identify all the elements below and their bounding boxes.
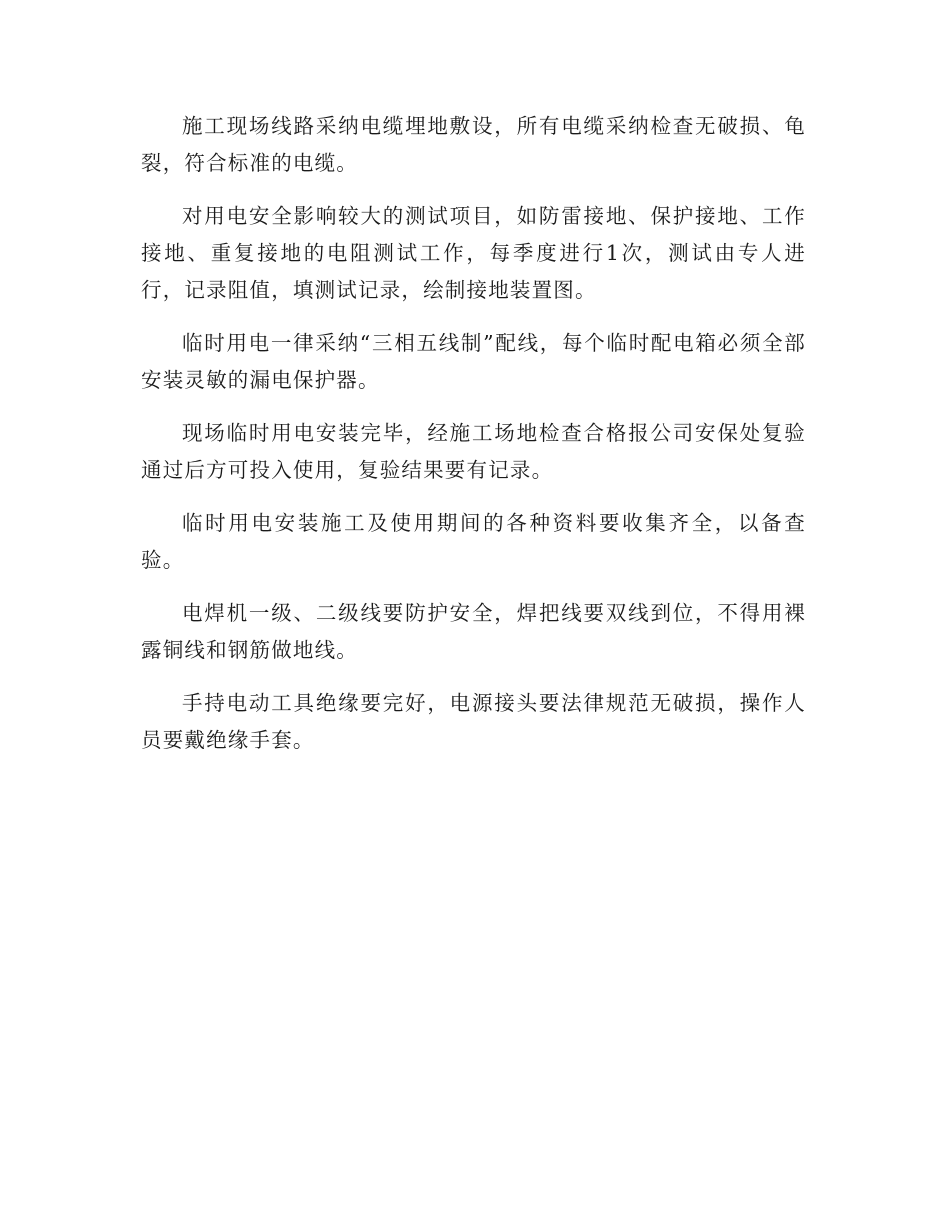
paragraph-installation-acceptance: 现场临时用电安装完毕，经施工场地检查合格报公司安保处复验通过后方可投入使用，复验结果要有记录。 [141, 421, 806, 482]
paragraph-welding-lines: 电焊机一级、二级线要防护安全，焊把线要双线到位，不得用裸露铜线和钢筋做地线。 [141, 601, 806, 662]
paragraph-documentation: 临时用电安装施工及使用期间的各种资料要收集齐全，以备查验。 [141, 511, 806, 572]
paragraph-grounding-tests: 对用电安全影响较大的测试项目，如防雷接地、保护接地、工作接地、重复接地的电阻测试工作，每季度进行1次，测试由专人进行，记录阻值，填测试记录，绘制接地装置图。 [141, 204, 806, 302]
document-body [141, 108, 806, 775]
paragraph-hand-tools: 手持电动工具绝缘要完好，电源接头要法律规范无破损，操作人员要戴绝缘手套。 [141, 691, 806, 752]
paragraph-cable-laying: 施工现场线路采纳电缆埋地敷设，所有电缆采纳检查无破损、龟裂，符合标准的电缆。 [141, 114, 806, 175]
paragraph-three-phase-five-wire: 临时用电一律采纳“三相五线制”配线，每个临时配电箱必须全部安装灵敏的漏电保护器。 [141, 331, 806, 392]
